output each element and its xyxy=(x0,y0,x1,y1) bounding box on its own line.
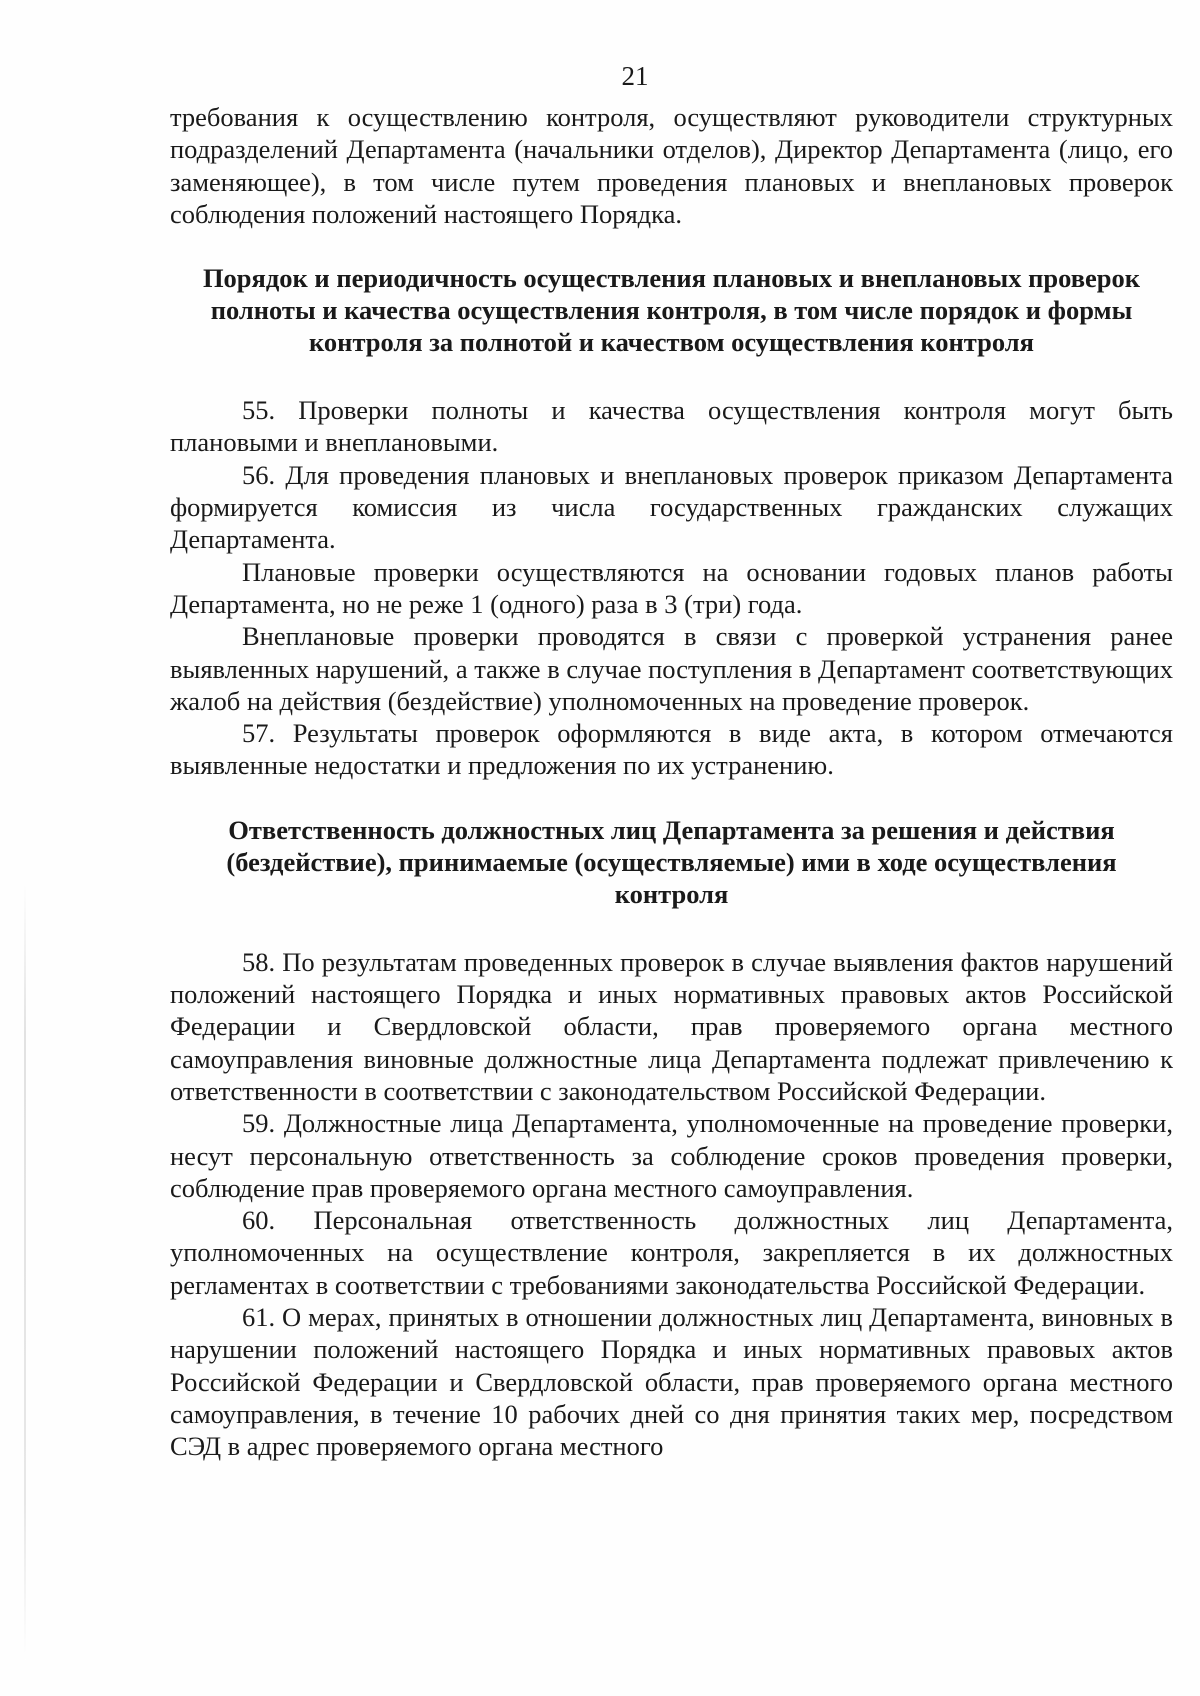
clause-57: 57. Результаты проверок оформляются в виде акта, в котором отмечаются выявленные недостатки и предложения по их устранению. xyxy=(170,718,1173,781)
spacer xyxy=(170,230,1173,262)
clause-55: 55. Проверки полноты и качества осуществления контроля могут быть плановыми и внеплановыми. xyxy=(170,395,1173,458)
clause-61: 61. О мерах, принятых в отношении должностных лиц Департамента, виновных в нарушении положений настоящего Порядка и иных нормативных правовых актов Российской Федерации и Свердловской области, прав проверяемого органа местного самоуправления, в течение 10 рабочих дней со дня принятия таких мер, посредством СЭД в адрес проверяемого органа местного xyxy=(170,1302,1173,1462)
planned-checks-paragraph: Плановые проверки осуществляются на основании годовых планов работы Департамента, но не реже 1 (одного) раза в 3 (три) года. xyxy=(170,556,1173,619)
clause-59: 59. Должностные лица Департамента, уполномоченные на проведение проверки, несут персональную ответственность за соблюдение сроков проведения проверки, соблюдение прав проверяемого органа местного самоуправления. xyxy=(170,1108,1173,1203)
section-heading-checks: Порядок и периодичность осуществления плановых и внеплановых проверок полноты и качества осуществления контроля, в том числе порядок и формы контроля за полнотой и качеством осуществления контроля xyxy=(202,263,1141,358)
clause-58: 58. По результатам проведенных проверок в случае выявления фактов нарушений положений настоящего Порядка и иных нормативных правовых актов Российской Федерации и Свердловской области, прав проверяемого органа местного самоуправления виновные должностные лица Департамента подлежат привлечению к ответственности в соответствии с законодательством Российской Федерации. xyxy=(170,946,1173,1106)
clause-56: 56. Для проведения плановых и внеплановых проверок приказом Департамента формируется комиссия из числа государственных гражданских служащих Департамента. xyxy=(170,459,1173,555)
spacer xyxy=(170,910,1173,946)
section-heading-responsibility: Ответственность должностных лиц Департамента за решения и действия (бездействие), принимаемые (осуществляемые) ими в ходе осуществления контроля xyxy=(226,814,1117,909)
unplanned-checks-paragraph: Внеплановые проверки проводятся в связи с проверкой устранения ранее выявленных нарушений, а также в случае поступления в Департамент соответствующих жалоб на действия (бездействие) уполномоченных на проведение проверок. xyxy=(170,621,1173,716)
page-number: 21 xyxy=(621,61,649,91)
spacer xyxy=(170,782,1173,814)
document-body xyxy=(170,101,1173,1463)
scan-edge-mark xyxy=(24,880,26,1660)
clause-60: 60. Персональная ответственность должностных лиц Департамента, уполномоченных на осуществление контроля, закрепляется в их должностных регламентах в соответствии с требованиями законодательства Российской Федерации. xyxy=(170,1205,1173,1300)
spacer xyxy=(170,358,1173,394)
intro-paragraph: требования к осуществлению контроля, осуществляют руководители структурных подразделений Департамента (начальники отделов), Директор Департамента (лицо, его заменяющее), в том числе путем проведения плановых и внеплановых проверок соблюдения положений настоящего Порядка. xyxy=(170,102,1173,229)
